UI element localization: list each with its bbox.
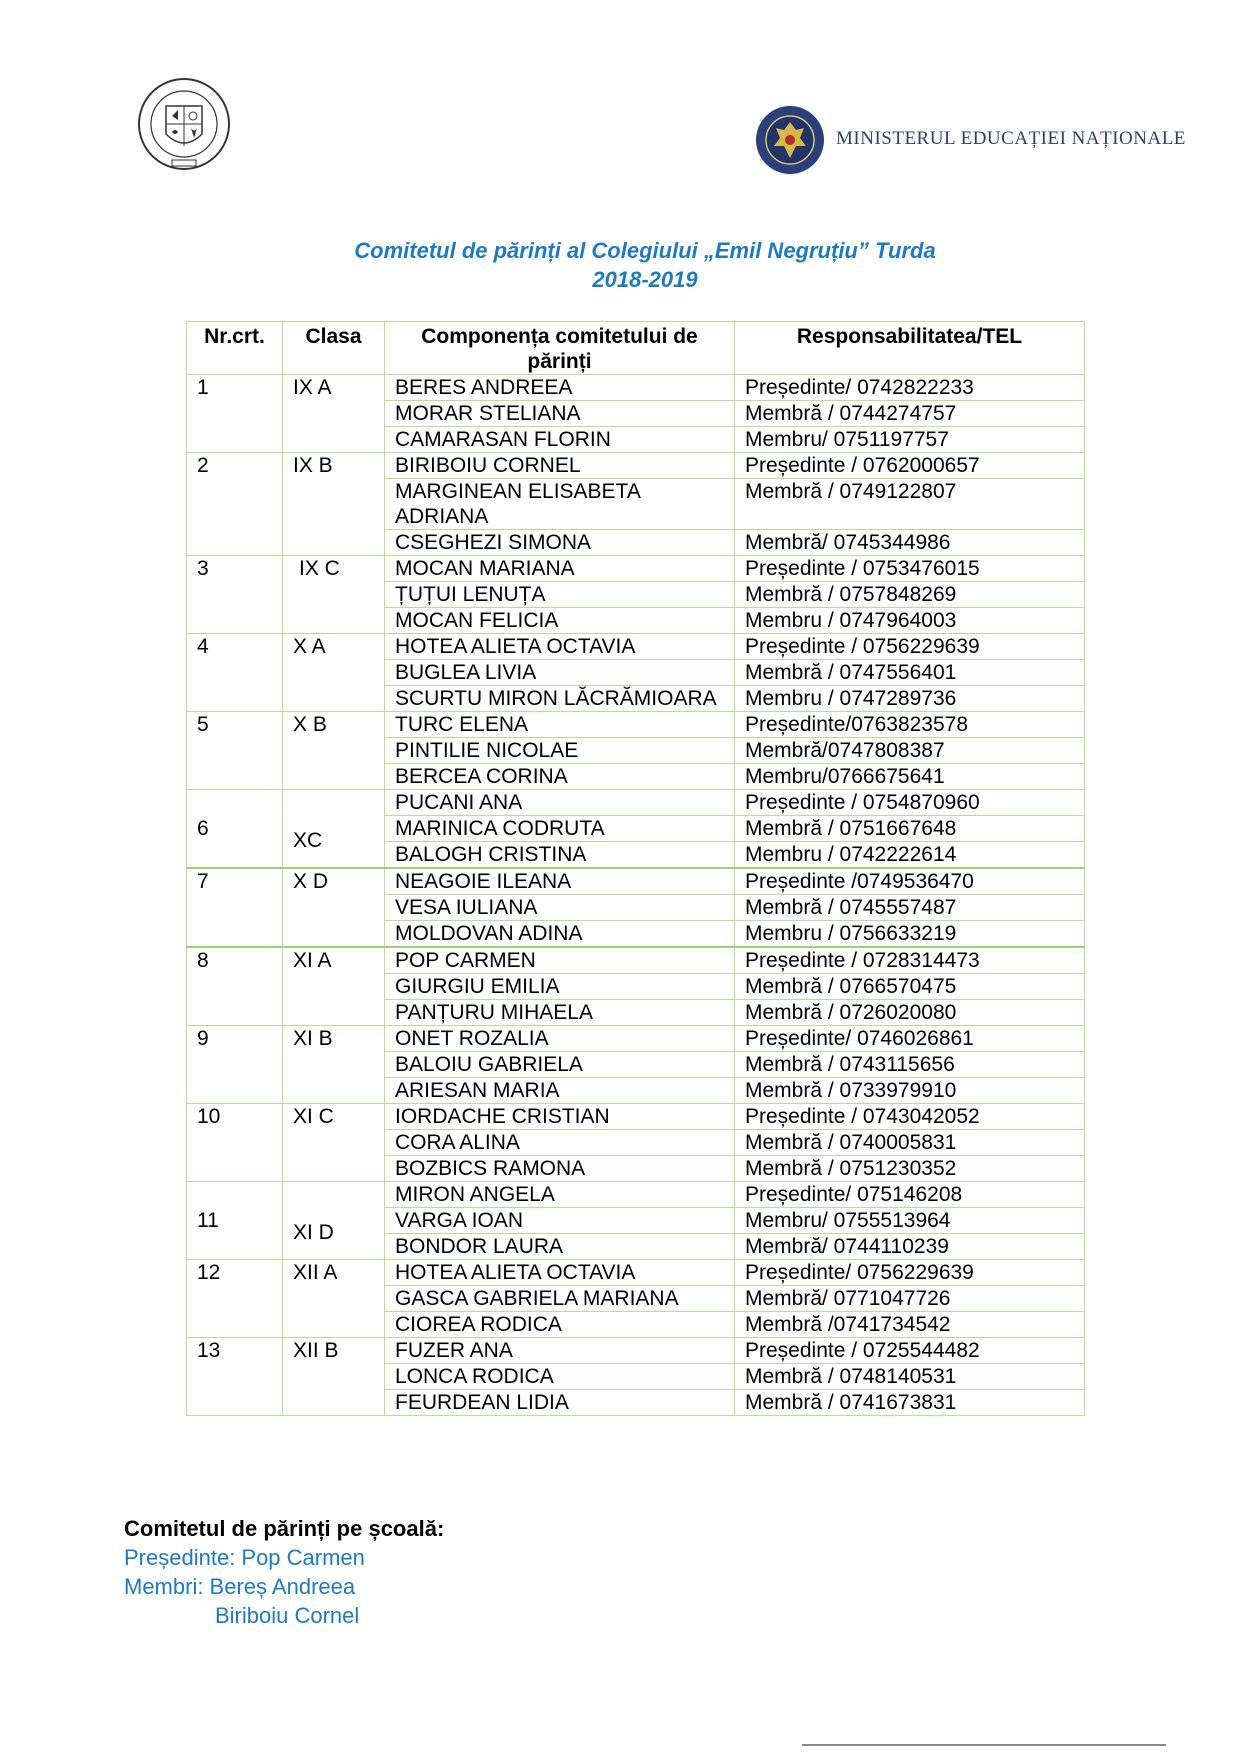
member-name: MOCAN FELICIA <box>385 608 735 634</box>
member-name: GIURGIU EMILIA <box>385 974 735 1000</box>
member-role-phone: Membru / 0756633219 <box>735 921 1085 948</box>
member-name: BERCEA CORINA <box>385 764 735 790</box>
member-name: BIRIBOIU CORNEL <box>385 453 735 479</box>
row-number: 8 <box>187 947 283 1026</box>
header-nr: Nr.crt. <box>187 322 283 375</box>
member-name: MOCAN MARIANA <box>385 556 735 582</box>
member-name: BOZBICS RAMONA <box>385 1156 735 1182</box>
member-name: NEAGOIE ILEANA <box>385 868 735 895</box>
table-row <box>187 634 1085 660</box>
member-name: BALOGH CRISTINA <box>385 842 735 869</box>
member-role-phone: Președinte / 0754870960 <box>735 790 1085 816</box>
member-name: PINTILIE NICOLAE <box>385 738 735 764</box>
table-row <box>187 712 1085 738</box>
row-number: 1 <box>187 375 283 453</box>
member-role-phone: Membră / 0751667648 <box>735 816 1085 842</box>
member-role-phone: Președinte / 0753476015 <box>735 556 1085 582</box>
member-role-phone: Membru/ 0755513964 <box>735 1208 1085 1234</box>
row-number: 12 <box>187 1260 283 1338</box>
member-name: MARGINEAN ELISABETA ADRIANA <box>385 479 735 530</box>
row-number: 13 <box>187 1338 283 1416</box>
document-title <box>0 236 1241 294</box>
table-row <box>187 1026 1085 1052</box>
title-year: 2018-2019 <box>592 267 698 292</box>
member-name: CAMARASAN FLORIN <box>385 427 735 453</box>
member-name: FEURDEAN LIDIA <box>385 1390 735 1416</box>
member-name: FUZER ANA <box>385 1338 735 1364</box>
ministry-logo <box>750 104 1186 176</box>
member-name: MOLDOVAN ADINA <box>385 921 735 948</box>
summary-members: Membri: Bereș Andreea <box>124 1574 356 1599</box>
table-row <box>187 1182 1085 1208</box>
member-name: ONET ROZALIA <box>385 1026 735 1052</box>
member-name: BALOIU GABRIELA <box>385 1052 735 1078</box>
row-number: 7 <box>187 868 283 947</box>
member-role-phone: Președinte/ 0746026861 <box>735 1026 1085 1052</box>
row-number: 3 <box>187 556 283 634</box>
class-name: XC <box>283 790 385 869</box>
summary-heading: Comitetul de părinți pe școală: <box>124 1516 445 1541</box>
table-row <box>187 556 1085 582</box>
member-role-phone: Membră/0747808387 <box>735 738 1085 764</box>
member-role-phone: Membru / 0742222614 <box>735 842 1085 869</box>
class-name: X D <box>283 868 385 947</box>
row-number: 10 <box>187 1104 283 1182</box>
member-role-phone: Membră / 0740005831 <box>735 1130 1085 1156</box>
header-clasa: Clasa <box>283 322 385 375</box>
member-role-phone: Președinte / 0728314473 <box>735 947 1085 974</box>
member-role-phone: Membră / 0766570475 <box>735 974 1085 1000</box>
member-name: LONCA RODICA <box>385 1364 735 1390</box>
table-row <box>187 1338 1085 1364</box>
member-role-phone: Președinte / 0756229639 <box>735 634 1085 660</box>
member-role-phone: Președinte/ 0756229639 <box>735 1260 1085 1286</box>
committee-table <box>186 321 1085 1416</box>
member-name: PUCANI ANA <box>385 790 735 816</box>
class-name: XII B <box>283 1338 385 1416</box>
class-name: XI A <box>283 947 385 1026</box>
member-role-phone: Membră / 0726020080 <box>735 1000 1085 1026</box>
table-row <box>187 1104 1085 1130</box>
member-name: GASCA GABRIELA MARIANA <box>385 1286 735 1312</box>
class-name: IX A <box>283 375 385 453</box>
table-header-row <box>187 322 1085 375</box>
header-componenta: Componența comitetului de părinți <box>385 322 735 375</box>
member-name: ARIESAN MARIA <box>385 1078 735 1104</box>
member-name: CORA ALINA <box>385 1130 735 1156</box>
table-row <box>187 1260 1085 1286</box>
table-body <box>187 375 1085 1416</box>
member-name: CIOREA RODICA <box>385 1312 735 1338</box>
member-name: BERES ANDREEA <box>385 375 735 401</box>
member-role-phone: Președinte/ 075146208 <box>735 1182 1085 1208</box>
member-role-phone: Membră/ 0745344986 <box>735 530 1085 556</box>
school-logo <box>136 76 232 174</box>
member-role-phone: Președinte / 0725544482 <box>735 1338 1085 1364</box>
member-role-phone: Membră / 0741673831 <box>735 1390 1085 1416</box>
member-role-phone: Membru / 0747289736 <box>735 686 1085 712</box>
row-number: 6 <box>187 790 283 869</box>
member-role-phone: Președinte /0749536470 <box>735 868 1085 895</box>
member-name: CSEGHEZI SIMONA <box>385 530 735 556</box>
member-role-phone: Membru / 0747964003 <box>735 608 1085 634</box>
member-name: BONDOR LAURA <box>385 1234 735 1260</box>
member-role-phone: Membră / 0733979910 <box>735 1078 1085 1104</box>
member-name: MARINICA CODRUTA <box>385 816 735 842</box>
member-role-phone: Membră /0741734542 <box>735 1312 1085 1338</box>
table-row <box>187 868 1085 895</box>
member-role-phone: Membru/0766675641 <box>735 764 1085 790</box>
member-role-phone: Membră / 0745557487 <box>735 895 1085 921</box>
class-name: IX B <box>283 453 385 556</box>
row-number: 11 <box>187 1182 283 1260</box>
member-role-phone: Membră / 0749122807 <box>735 479 1085 530</box>
member-name: POP CARMEN <box>385 947 735 974</box>
member-name: ȚUȚUI LENUȚA <box>385 582 735 608</box>
title-line: Comitetul de părinți al Colegiului „Emil Negruțiu” Turda <box>354 238 936 263</box>
row-number: 4 <box>187 634 283 712</box>
class-name: XII A <box>283 1260 385 1338</box>
member-role-phone: Membră / 0744274757 <box>735 401 1085 427</box>
member-role-phone: Membră / 0747556401 <box>735 660 1085 686</box>
member-role-phone: Membră / 0757848269 <box>735 582 1085 608</box>
government-seal-icon <box>750 104 830 176</box>
member-role-phone: Președinte/0763823578 <box>735 712 1085 738</box>
member-name: SCURTU MIRON LĂCRĂMIOARA <box>385 686 735 712</box>
member-name: PANȚURU MIHAELA <box>385 1000 735 1026</box>
member-role-phone: Președinte / 0762000657 <box>735 453 1085 479</box>
member-name: HOTEA ALIETA OCTAVIA <box>385 1260 735 1286</box>
header-responsabilitate: Responsabilitatea/TEL <box>735 322 1085 375</box>
member-name: VESA IULIANA <box>385 895 735 921</box>
row-number: 5 <box>187 712 283 790</box>
member-role-phone: Membră / 0743115656 <box>735 1052 1085 1078</box>
member-name: VARGA IOAN <box>385 1208 735 1234</box>
summary-member-2: Biriboiu Cornel <box>215 1603 360 1628</box>
member-role-phone: Membră/ 0744110239 <box>735 1234 1085 1260</box>
class-name: XI D <box>283 1182 385 1260</box>
member-role-phone: Membră / 0751230352 <box>735 1156 1085 1182</box>
class-name: X B <box>283 712 385 790</box>
member-role-phone: Membră/ 0771047726 <box>735 1286 1085 1312</box>
member-name: BUGLEA LIVIA <box>385 660 735 686</box>
row-number: 2 <box>187 453 283 556</box>
member-name: TURC ELENA <box>385 712 735 738</box>
ministry-name: MINISTERUL EDUCAȚIEI NAȚIONALE <box>836 128 1186 149</box>
school-committee-summary <box>124 1514 444 1630</box>
table-row <box>187 453 1085 479</box>
table-row <box>187 790 1085 816</box>
member-name: HOTEA ALIETA OCTAVIA <box>385 634 735 660</box>
school-crest-icon <box>136 76 232 174</box>
member-name: MORAR STELIANA <box>385 401 735 427</box>
member-name: IORDACHE CRISTIAN <box>385 1104 735 1130</box>
member-role-phone: Membră / 0748140531 <box>735 1364 1085 1390</box>
member-role-phone: Președinte/ 0742822233 <box>735 375 1085 401</box>
summary-president: Președinte: Pop Carmen <box>124 1545 365 1570</box>
class-name: XI B <box>283 1026 385 1104</box>
bottom-divider <box>802 1744 1166 1746</box>
class-name: IX C <box>283 556 385 634</box>
row-number: 9 <box>187 1026 283 1104</box>
member-name: MIRON ANGELA <box>385 1182 735 1208</box>
class-name: X A <box>283 634 385 712</box>
table-row <box>187 375 1085 401</box>
member-role-phone: Președinte / 0743042052 <box>735 1104 1085 1130</box>
class-name: XI C <box>283 1104 385 1182</box>
member-role-phone: Membru/ 0751197757 <box>735 427 1085 453</box>
table-row <box>187 947 1085 974</box>
